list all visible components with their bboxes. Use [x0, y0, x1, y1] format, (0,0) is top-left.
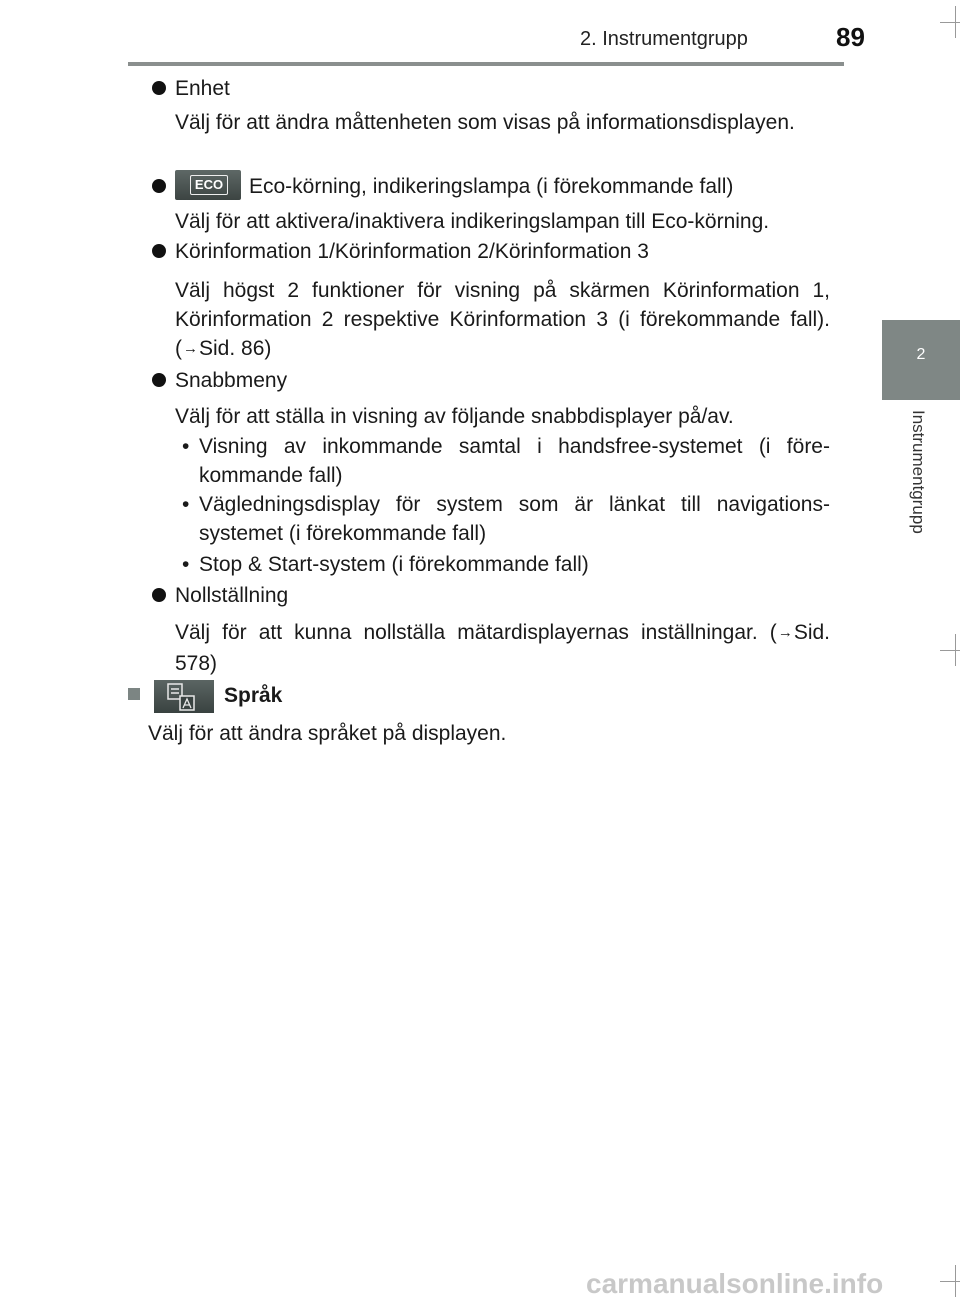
sub-bullet-icon: •	[182, 553, 190, 576]
bullet-icon	[152, 244, 166, 258]
page-number: 89	[836, 22, 865, 52]
watermark: carmanualsonline.info	[586, 1268, 884, 1299]
bullet-icon	[152, 588, 166, 602]
crop-mark	[940, 1281, 960, 1282]
item-description: Välj för att kunna nollställa mätardisplayernas inställningar. (→Sid. 578)	[175, 621, 830, 675]
bullet-icon	[152, 373, 166, 387]
item-description: Välj högst 2 funktioner för visning på skärmen Körinformation 1, Körinformation 2 respektive Körinformation 3 (i förekommande fall). (→Sid. 86)	[175, 279, 830, 360]
sub-list-item: • Visning av inkommande samtal i handsfree-systemet (i förekommande fall)	[182, 432, 830, 490]
item-title: Enhet	[175, 77, 230, 100]
item-title: Körinformation 1/Körinformation 2/Körinformation 3	[175, 240, 649, 263]
item-title: Eco-körning, indikeringslampa (i förekommande fall)	[249, 175, 734, 198]
item-description: Välj för att ändra måttenheten som visas på informationsdisplayen.	[175, 111, 795, 134]
bullet-eco	[152, 172, 733, 202]
bullet-icon	[152, 179, 166, 193]
sub-bullet-icon: •	[182, 435, 190, 458]
section-square-icon	[128, 688, 140, 700]
bullet-enhet	[152, 74, 230, 104]
bullet-snabbmeny	[152, 366, 287, 396]
item-description: Välj för att aktivera/inaktivera indikeringslampan till Eco-körning.	[175, 210, 770, 233]
item-title: Snabbmeny	[175, 369, 288, 392]
page-reference[interactable]: Sid. 578	[175, 621, 830, 675]
language-icon	[154, 680, 214, 713]
bullet-korinformation	[152, 237, 649, 267]
chapter-label: Instrumentgrupp	[909, 410, 928, 534]
crop-mark	[940, 650, 960, 651]
eco-indicator-icon: ECO	[175, 170, 241, 200]
crop-mark	[955, 634, 956, 666]
arrow-icon: →	[777, 624, 793, 641]
crop-mark	[955, 6, 956, 38]
chapter-number: 2	[916, 346, 926, 363]
sub-list-item: • Stop & Start-system (i förekommande fall)	[182, 550, 830, 579]
bullet-nollstallning	[152, 581, 288, 611]
sub-list-item: • Vägledningsdisplay för system som är länkat till navigationssystemet (i förekommande fall)	[182, 490, 830, 548]
page-reference[interactable]: Sid. 86	[199, 337, 265, 360]
item-title: Nollställning	[175, 584, 289, 607]
arrow-icon: →	[183, 340, 198, 357]
section-description: Välj för att ändra språket på displayen.	[148, 722, 507, 745]
crop-mark	[955, 1265, 956, 1297]
section-heading: Språk	[224, 684, 283, 707]
sub-bullet-icon: •	[182, 493, 190, 516]
crop-mark	[940, 22, 960, 23]
header-rule	[128, 62, 844, 66]
section-title: 2. Instrumentgrupp	[580, 28, 748, 50]
item-description: Välj för att ställa in visning av följande snabbdisplayer på/av.	[175, 405, 734, 428]
chapter-tab-label	[858, 410, 960, 555]
chapter-tab	[882, 320, 960, 400]
bullet-icon	[152, 81, 166, 95]
